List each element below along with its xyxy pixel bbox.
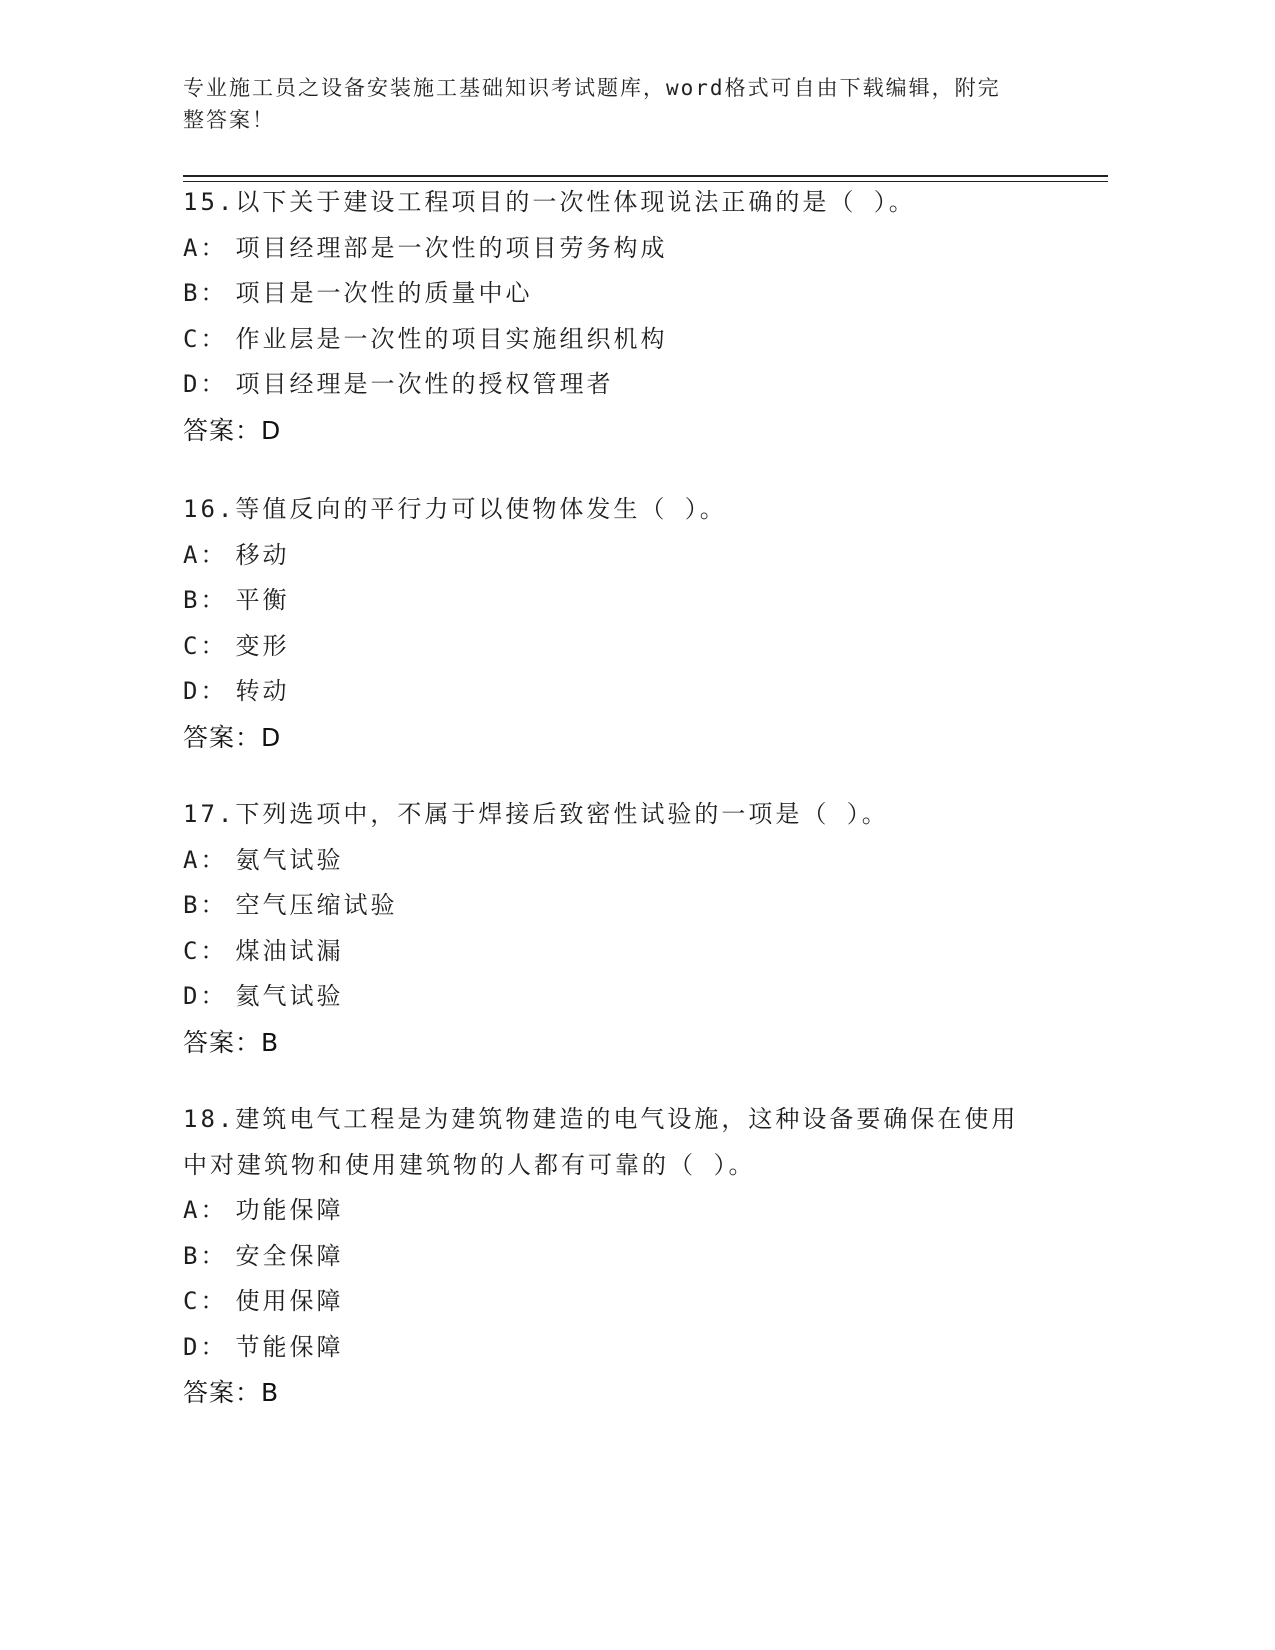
question-stem: 15.以下关于建设工程项目的一次性体现说法正确的是（ ）。 [183, 188, 916, 216]
option-b [183, 578, 1083, 624]
option-text: 安全保障 [235, 1241, 344, 1270]
option-d [183, 669, 1083, 715]
option-d [183, 974, 1083, 1020]
option-a [183, 226, 1083, 272]
option-key: B： [183, 1241, 228, 1270]
option-c [183, 317, 1083, 363]
question-stem-continued: 中对建筑物和使用建筑物的人都有可靠的（ ）。 [183, 1150, 756, 1179]
option-a [183, 533, 1083, 579]
option-key: B： [183, 891, 228, 919]
option-d [183, 1325, 1083, 1371]
option-text: 项目是一次性的质量中心 [235, 279, 533, 307]
option-text: 空气压缩试验 [235, 891, 398, 919]
option-b [183, 271, 1083, 317]
option-key: C： [183, 936, 228, 965]
option-c [183, 929, 1083, 975]
option-key: D： [183, 370, 228, 398]
option-text: 项目经理是一次性的授权管理者 [235, 370, 614, 398]
question-18 [183, 1097, 1083, 1416]
option-b [183, 883, 1083, 929]
header-line-1: 专业施工员之设备安装施工基础知识考试题库，word格式可自由下载编辑，附完 [183, 76, 1001, 100]
option-text: 使用保障 [235, 1287, 344, 1315]
option-d [183, 362, 1083, 408]
option-text: 节能保障 [235, 1332, 344, 1361]
option-key: A： [183, 233, 228, 262]
option-key: A： [183, 845, 228, 874]
option-a [183, 838, 1083, 884]
option-text: 氦气试验 [235, 982, 344, 1010]
option-key: C： [183, 1287, 228, 1315]
option-a [183, 1188, 1083, 1234]
header-line-2: 整答案！ [183, 108, 275, 132]
option-key: B： [183, 586, 228, 614]
question-stem: 17.下列选项中，不属于焊接后致密性试验的一项是（ ）。 [183, 800, 889, 828]
option-key: B： [183, 279, 228, 307]
option-b [183, 1234, 1083, 1280]
answer: 答案：B [183, 1378, 280, 1407]
option-c [183, 624, 1083, 670]
option-key: A： [183, 540, 228, 569]
option-text: 项目经理部是一次性的项目劳务构成 [235, 233, 668, 262]
answer: 答案：B [183, 1027, 280, 1057]
option-key: A： [183, 1196, 228, 1224]
option-text: 转动 [235, 677, 290, 705]
option-key: D： [183, 677, 228, 705]
header-divider-thick [183, 175, 1108, 177]
question-stem: 18.建筑电气工程是为建筑物建造的电气设施，这种设备要确保在使用 [183, 1105, 1019, 1133]
answer: 答案：D [183, 722, 282, 752]
option-text: 作业层是一次性的项目实施组织机构 [235, 324, 668, 353]
question-17 [183, 792, 1083, 1065]
option-key: C： [183, 324, 228, 353]
answer: 答案：D [183, 415, 282, 445]
option-text: 移动 [235, 540, 290, 569]
option-text: 功能保障 [235, 1196, 344, 1224]
option-text: 氨气试验 [235, 845, 344, 874]
question-15 [183, 180, 1083, 453]
option-text: 煤油试漏 [235, 936, 344, 965]
option-key: D： [183, 982, 228, 1010]
option-c [183, 1279, 1083, 1325]
option-key: C： [183, 631, 228, 660]
question-16 [183, 487, 1083, 760]
question-stem: 16.等值反向的平行力可以使物体发生（ ）。 [183, 495, 727, 523]
option-key: D： [183, 1332, 228, 1361]
option-text: 平衡 [235, 586, 290, 614]
option-text: 变形 [235, 631, 290, 660]
document-header [183, 72, 1063, 136]
